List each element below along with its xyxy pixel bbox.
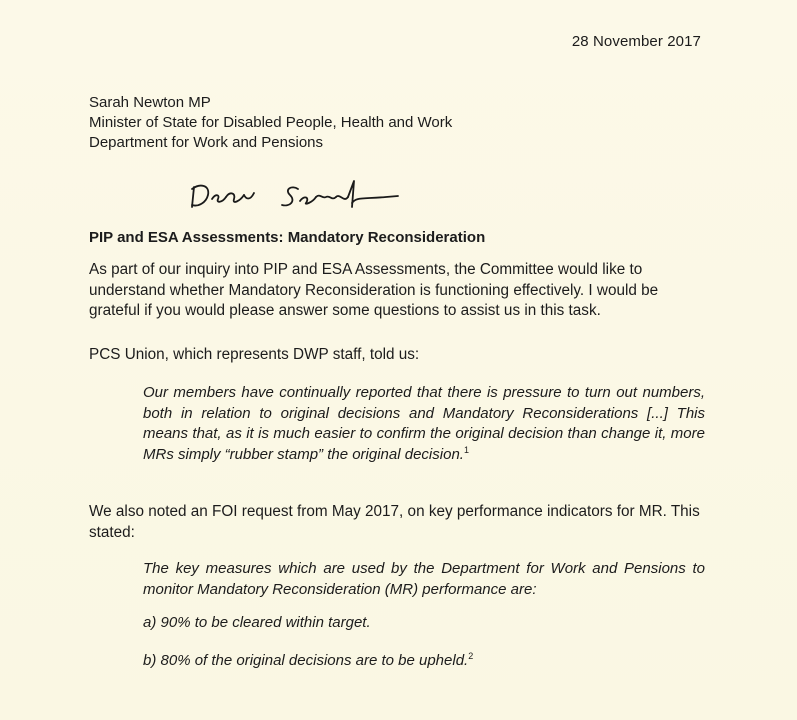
paragraph-pcs: PCS Union, which represents DWP staff, told us: <box>89 346 420 363</box>
letter-subject: PIP and ESA Assessments: Mandatory Reconsideration <box>89 229 486 246</box>
footnote-marker-2: 2 <box>468 651 474 661</box>
quote-foi-item-b-text: b) 80% of the original decisions are to be upheld. <box>143 652 469 669</box>
quote-foi-item-b <box>143 652 473 669</box>
signature-salutation-icon <box>186 177 416 217</box>
quote-foi: The key measures which are used by the Department for Work and Pensions to monitor Mandatory Reconsideration (MR) performance are: <box>143 560 705 598</box>
letter-date: 28 November 2017 <box>571 33 701 50</box>
footnote-marker-1: 1 <box>463 444 469 455</box>
quote-pcs <box>143 383 705 465</box>
handwritten-salutation <box>186 177 416 217</box>
recipient-block <box>89 93 452 153</box>
recipient-title: Minister of State for Disabled People, Health and Work <box>89 114 453 131</box>
paragraph-foi: We also noted an FOI request from May 2017, on key performance indicators for MR. This stated: <box>89 503 700 541</box>
quote-foi-item-a: a) 90% to be cleared within target. <box>143 614 371 631</box>
paragraph-intro: As part of our inquiry into PIP and ESA Assessments, the Committee would like to understand whether Mandatory Reconsideration is functioning effectively. I would be grateful if you would please answer some questions to assist us in this task. <box>89 261 659 319</box>
quote-pcs-text: Our members have continually reported that there is pressure to turn out numbers, both in relation to original decisions and Mandatory Reconsiderations [...] This means that, as it is much easier to confirm the original decision than change it, more MRs simply “rubber stamp” the original decision. <box>143 384 705 463</box>
recipient-department: Department for Work and Pensions <box>89 134 324 151</box>
recipient-name: Sarah Newton MP <box>89 94 211 111</box>
